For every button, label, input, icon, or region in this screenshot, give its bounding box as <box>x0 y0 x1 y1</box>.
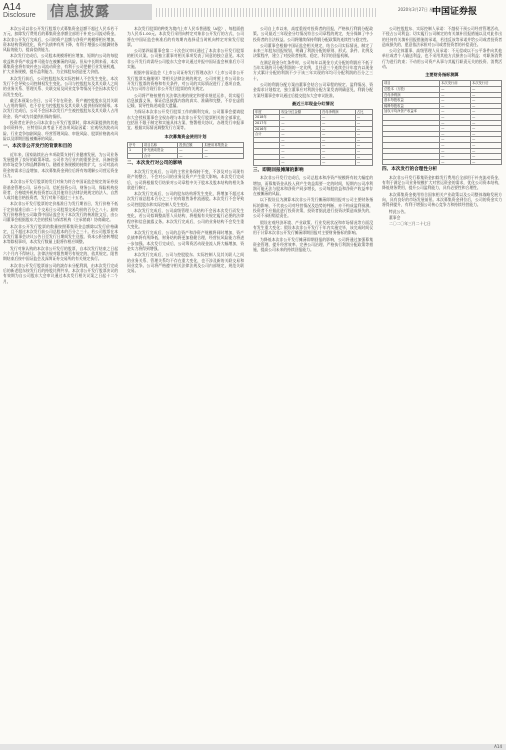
table-cell: 序号 <box>128 142 143 148</box>
paragraph: 公司第四届董事会第二十次会议审议通过了本次非公开发行股票的相关议案。公司独立董事对相关事项发表了同意的独立意见。本次非公开发行尚需经公司股东大会审议通过并报中国证监会核准后方可实施。 <box>127 48 244 70</box>
table-cell: 投资总额 <box>178 142 203 148</box>
table-cell: — <box>471 114 502 120</box>
table-cell: 项目名称 <box>142 142 177 148</box>
data-table <box>382 80 502 165</box>
table-cell: — <box>355 149 372 155</box>
table-cell: — <box>440 98 471 104</box>
paragraph: 本次发行完成后，公司的总资产和净资产规模将同时增加，资产负债率将有所降低，财务结构将更加稳健合理，经营抗风险能力将进一步加强。本次发行完成后，公司筹资活动现金流入将大幅增加，资金实力将得到增强。 <box>127 230 244 252</box>
table-cell <box>383 159 440 165</box>
table-cell: — <box>280 149 321 155</box>
table-cell: — <box>280 126 321 132</box>
table-row <box>254 160 373 166</box>
table-cell: — <box>320 132 355 138</box>
paragraph: 近年来，国家陆续出台多项政策支持行业健康发展，为公司业务发展提供了良好的政策环境。公司作为行业内的重要企业，具备较强的市场竞争力和品牌影响力。随着业务规模的持续扩大，公司对流动资金的需求日益增加，本次募集资金到位后将有效缓解公司营运资金压力。 <box>3 151 118 178</box>
table-cell: — <box>320 143 355 149</box>
paragraph: 本次发行完成后，公司高级管理人员结构不会因本次发行而发生变化。若公司拟调整高管人员结构，将根据有关规定履行必要的法律程序和信息披露义务。本次发行完成后，公司的业务结构不会发生重大变化。 <box>127 208 244 229</box>
table-cell: — <box>471 131 502 137</box>
table-cell: — <box>280 115 321 121</box>
table-cell: — <box>355 154 372 160</box>
table-cell: — <box>280 132 321 138</box>
table-cell: 合计 <box>254 132 280 138</box>
paragraph: 本次发行前后，公司控股股东及实际控制人不会发生变化，本次发行不会导致公司控制权发生变化。公司与控股股东及其关联人之间的业务关系、管理关系、关联交易及同业竞争等情况不会因本次发行而发生变化。 <box>3 75 118 97</box>
table-cell: 本次发行前 <box>440 81 471 87</box>
table-cell: — <box>440 137 471 143</box>
table-cell: 稀释每股收益 <box>383 103 440 109</box>
header-stripes <box>156 8 376 17</box>
table-cell: 拟使用募集资金 <box>203 142 244 148</box>
table-title: 主要财务指标测算 <box>425 72 459 78</box>
section-heading: 二、本次发行对公司的影响 <box>127 161 183 167</box>
table-cell: — <box>471 109 502 115</box>
table-cell: — <box>440 142 471 148</box>
table-cell: 基本每股收益 <box>383 98 440 104</box>
table-cell: 总股本（万股） <box>383 86 440 92</box>
paragraph: 本次非公开发行完成后，公司总股本和净资产规模将有较大幅度的增加，而募集资金从投入到产生效益需要一定的时间，短期内公司净利润可能无法与股本和净资产同步增长，公司每股收益和净资产收益率存在被摊薄的风险。 <box>253 175 373 197</box>
table-cell: — <box>440 114 471 120</box>
table-cell: — <box>440 159 471 165</box>
table-cell: — <box>471 126 502 132</box>
table-cell: — <box>440 109 471 115</box>
table-cell: — <box>280 121 321 127</box>
table-cell: 现金分红金额 <box>280 109 321 115</box>
paragraph: 以下假设仅为测算本次非公开发行摊薄即期回报对公司主要财务指标的影响，不代表公司对经营情况及趋势的判断，亦不构成盈利预测。投资者不应据此进行投资决策，投资者据此进行投资决策造成损失的，公司不承担赔偿责任。 <box>253 197 373 219</box>
table-cell: — <box>280 143 321 149</box>
table-cell: — <box>471 148 502 154</box>
paragraph: 公司全体董事、高级管理人员承诺：不无偿或以不公平条件向其他单位或者个人输送利益，也不采用其他方式损害公司利益；对职务消费行为进行约束；不动用公司资产从事与其履行职责无关的投资、消费活动。 <box>382 48 502 70</box>
table-cell: — <box>355 143 372 149</box>
table-cell: 合计 <box>142 153 177 159</box>
table-cell: — <box>355 132 372 138</box>
paragraph: 本次非公开发行募集资金扣除发行费用后全部用于补充流动资金，有利于满足公司业务规模扩大对营运资金的需求，优化公司资本结构，降低财务费用，提升公司盈利能力，具有必要性和合理性。 <box>382 174 502 191</box>
paragraph: 发行对象认购的本次非公开发行的股票，自本次发行结束之日起六个月内不得转让。法律法规对限售期另有规定的，依其规定。限售期结束后按中国证监会及深圳证券交易所的有关规定执行。 <box>3 245 118 262</box>
paragraph: 根据中国证监会《上市公司证券发行管理办法》《上市公司非公开发行股票实施细则》等相关法律法规的规定，公司对照上市公司非公开发行股票的资格和有关条件，对公司的实际情况进行了逐项自查，认为公司符合现行非公开发行股票的有关规定。 <box>127 70 244 92</box>
paragraph: 本次非公开发行股票的发行对象为符合中国证监会规定的证券投资基金管理公司、证券公司、信托投资公司、财务公司、保险机构投资者、合格境外机构投资者以及其他符合法律法规规定的法人、自然人或其他合格投资者，发行对象不超过三十五名。 <box>3 179 118 201</box>
paragraph: 本次发行完成后，公司的主营业务保持不变，不涉及对公司现有资产的整合，不会对公司的业务及资产产生重大影响。本次发行完成后，公司将根据发行结果对公司章程中关于股本及股本结构的相关条款进行修订。 <box>127 168 244 190</box>
paragraph: 本次非公开发行股票的定价基准日为发行期首日，发行价格不低于定价基准日前二十个交易日公司股票交易均价的百分之八十。最终发行价格将在公司取得中国证监会关于本次发行的核准批文后，由公司董事会根据股东大会的授权与保荐机构（主承销商）协商确定。 <box>3 201 118 223</box>
paragraph: 本次发行完成后，公司的股东结构将发生变化，将增加不超过本次发行前总股本百分之三十的有限售条件流通股。本次发行不会导致公司控股股东和实际控制人发生变化。 <box>127 191 244 207</box>
table-cell: 2016年 <box>254 126 280 132</box>
paragraph: 公司将严格按照有关法律法规的规定和要求规范运作，切实履行信息披露义务，保证信息披露内容的真实、准确和完整，不存在虚假记载、误导性陈述或重大遗漏。 <box>127 92 244 109</box>
table-cell: — <box>471 103 502 109</box>
table-row <box>383 159 502 165</box>
text-column-2 <box>127 26 244 746</box>
paragraph: 本次发行完成后，公司股本规模将相应增加，短期内公司的每股收益和净资产收益率可能存在被摊薄的风险。但从中长期来看，本次募集资金将有效补充公司流动资金，有利于公司把握行业发展机遇，扩大业务规模，提升盈利能力，为全体股东创造更大价值。 <box>3 53 118 75</box>
table-cell: — <box>440 120 471 126</box>
table-cell: — <box>471 137 502 143</box>
text-column-3 <box>253 26 373 746</box>
table-cell: — <box>471 92 502 98</box>
paragraph: 投资者在评价公司本次非公开发行股票时，除本预案提供的其他各项资料外，应特别认真考虑下述各项风险因素：宏观经济波动风险、行业竞争加剧风险、经营管理风险、审批风险、股票价格波动风险以及即期回报被摊薄的风险。 <box>3 120 118 141</box>
table-cell: 加权平均净资产收益率 <box>383 109 440 115</box>
paragraph: 公司董事会根据中国证监会相关规定，结合公司实际情况，制定了未来三年股东回报规划，明确了利润分配的原则、形式、条件、比例及决策程序，建立了对投资者持续、稳定、科学的回报机制。 <box>253 42 373 59</box>
footer-page-number: A14 <box>494 744 502 749</box>
table-cell: — <box>320 154 355 160</box>
footer-bar <box>0 744 506 750</box>
table-cell: — <box>471 86 502 92</box>
table-cell: — <box>440 148 471 154</box>
table-cell: 年度 <box>254 109 280 115</box>
table-cell: — <box>440 92 471 98</box>
paragraph: 为保证本次非公开发行股票工作的顺利完成，公司董事会提请股东大会授权董事会全权办理与本次非公开发行股票相关的全部事宜，包括但不限于制定和实施具体方案、签署相关协议、办理发行申报事宜、根据实际情况调整发行方案等。 <box>127 109 244 131</box>
paragraph: 公司控股股东、实际控制人承诺：不越权干预公司经营管理活动，不侵占公司利益；切实履行公司制定的有关填补回报措施以及对此作出的任何有关填补回报措施的承诺，若违反该等承诺并给公司或者投资者造成损失的，愿意依法承担对公司或者投资者的补偿责任。 <box>382 26 502 47</box>
paragraph: 本次发行股票的种类为境内上市人民币普通股（A股），每股面值为人民币1.00元。本次发行采用向特定对象非公开发行的方式，公司将在中国证监会核准后的有效期内选择适当时机向特定对象发行股票。 <box>127 26 244 47</box>
table-cell: 2018年 <box>254 115 280 121</box>
table-cell: — <box>440 103 471 109</box>
table-cell: 归母净利润 <box>383 92 440 98</box>
data-table <box>253 109 373 166</box>
table-cell: 本次发行后 <box>471 81 502 87</box>
paragraph: 本次发行完成后，公司与控股股东、实际控制人及其关联人之间的业务关系、管理关系均不存在重大变化，也不涉及新的关联交易和同业竞争。公司将严格遵守相关法律法规及公司内部规定，规范关联交易。 <box>127 252 244 274</box>
page-code: A14 <box>3 2 21 13</box>
table-cell: — <box>471 159 502 165</box>
section-title: 信息披露 <box>50 4 110 20</box>
paragraph: 本次公司以非公开发行股票方式募集资金总额不超过人民币若干万元，扣除发行费用后的募集资金净额全部用于补充公司流动资金。本次非公开发行完成后，公司的资产总额与净资产规模将相应增加，资本结构得到优化，资产负债率有所下降，有利于增强公司抵御财务风险的能力，提高偿债能力。 <box>3 26 118 53</box>
paragraph: 本次非公开发行股票前公司的滚存未分配利润，由本次发行完成后的新老股东按发行后的持股比例共享。本次非公开发行股票决议的有效期为自公司股东大会审议通过本次发行相关议案之日起十二个月。 <box>3 262 118 284</box>
table-cell: — <box>203 153 244 159</box>
table-cell: — <box>320 126 355 132</box>
table-cell: — <box>280 137 321 143</box>
table-cell: — <box>178 148 203 154</box>
table-cell: — <box>203 148 244 154</box>
table-cell: 1 <box>128 148 143 154</box>
table-cell: 占比 <box>355 109 372 115</box>
table-cell: — <box>320 149 355 155</box>
text-column-4 <box>382 26 502 746</box>
paragraph: 本次非公开发行股票的数量按照募集资金总额除以发行价格确定，且不超过本次发行前公司总股本的百分之三十。若公司股票在本次发行董事会决议公告日至发行日期间发生送股、资本公积金转增股本等除权事项，本次发行数量上限将作相应调整。 <box>3 223 118 245</box>
table-cell: — <box>320 137 355 143</box>
newspaper-masthead: 中国证券报 <box>432 7 478 17</box>
table-cell: — <box>471 154 502 160</box>
table-cell: — <box>320 160 355 166</box>
table-header-row <box>128 142 244 148</box>
table-cell: — <box>355 115 372 121</box>
issue-date: 2020年3月27日 星期五 <box>398 7 442 12</box>
section-heading: 四、本次发行的合理性分析 <box>382 167 438 173</box>
table-cell: — <box>440 86 471 92</box>
section-heading: 一、本次非公开发行的背景和目的 <box>3 144 72 150</box>
paragraph: 在满足现金分红条件时，公司每年以现金方式分配的利润应不低于当年实现的可分配利润的一定比例，且任意三个连续会计年度内以现金方式累计分配的利润不少于该三年实现的年均可分配利润的百分之三十。 <box>253 59 373 81</box>
table-cell: — <box>471 142 502 148</box>
text-column-1 <box>3 26 118 746</box>
paragraph: 公司的利润分配方案由董事会结合公司章程的规定、盈利情况、资金需求计划拟定，独立董事应对利润分配方案发表明确意见，利润分配方案经董事会审议通过后提交股东大会审议批准。 <box>253 81 373 98</box>
data-table <box>127 142 244 160</box>
table-cell <box>128 153 143 159</box>
section-name-en: Disclosure <box>3 12 36 19</box>
table-title: 本次募集资金使用计划 <box>164 133 207 139</box>
table-cell: — <box>355 137 372 143</box>
paragraph: 为降低本次非公开发行摊薄即期回报的影响，公司将通过加强募集资金管理、提升经营效率、完善公司治理、严格执行利润分配政策等措施，提高公司未来的持续回报能力。 <box>253 236 373 253</box>
table-cell: — <box>355 126 372 132</box>
page-header <box>0 0 506 22</box>
table-row <box>128 153 244 159</box>
table-cell: 补充流动资金 <box>142 148 177 154</box>
table-cell: — <box>440 154 471 160</box>
paragraph: 二〇二〇年三月二十七日 <box>389 221 431 227</box>
table-cell: — <box>178 153 203 159</box>
table-cell: — <box>280 154 321 160</box>
table-cell: — <box>355 160 372 166</box>
paragraph: 截至本预案公告日，公司不存在资金、资产被控股股东及其关联人占用的情形，也不存在为控股股东及其关联人提供担保的情形。本次发行完成后，公司不会因本次发行产生被控股股东及其关联人占用资金、资产或为其提供担保的情形。 <box>3 97 118 119</box>
paragraph: 董事会 <box>389 214 401 220</box>
table-cell: — <box>355 121 372 127</box>
table-cell: — <box>440 131 471 137</box>
table-cell: 2017年 <box>254 121 280 127</box>
table-cell: — <box>280 160 321 166</box>
table-cell: — <box>320 121 355 127</box>
table-cell: — <box>320 115 355 121</box>
paragraph: 特此公告。 <box>389 208 408 214</box>
table-cell: — <box>471 120 502 126</box>
paragraph: 假设宏观经济环境、产业政策、行业发展状况和市场情况等方面没有发生重大变化；假设本次非公开发行于年内实施完毕，该完成时间仅用于计算本次非公开发行摊薄即期回报对主要财务指标的影响。 <box>253 219 373 236</box>
table-cell: 归母净利润 <box>320 109 355 115</box>
paragraph: 公司自上市以来，高度重视对投资者的回报，严格执行利润分配政策。公司最近三年现金分红情况符合公司章程的规定，充分保障了中小投资者的合法权益。公司将继续保持利润分配政策的连续性与稳定性。 <box>253 26 373 42</box>
paragraph: 本次募集资金使用符合国家相关产业政策以及公司整体战略发展方向，具有良好的市场发展前景。本次募集资金到位后，公司的资金实力将得到提升，有利于增强公司核心竞争力和持续经营能力。 <box>382 191 502 208</box>
table-title: 最近三年现金分红情况 <box>292 100 334 106</box>
table-cell: 项目 <box>383 81 440 87</box>
table-cell <box>254 160 280 166</box>
section-heading: 三、即期回报摊薄的影响 <box>253 167 304 173</box>
table-cell: — <box>471 98 502 104</box>
table-cell: — <box>440 126 471 132</box>
